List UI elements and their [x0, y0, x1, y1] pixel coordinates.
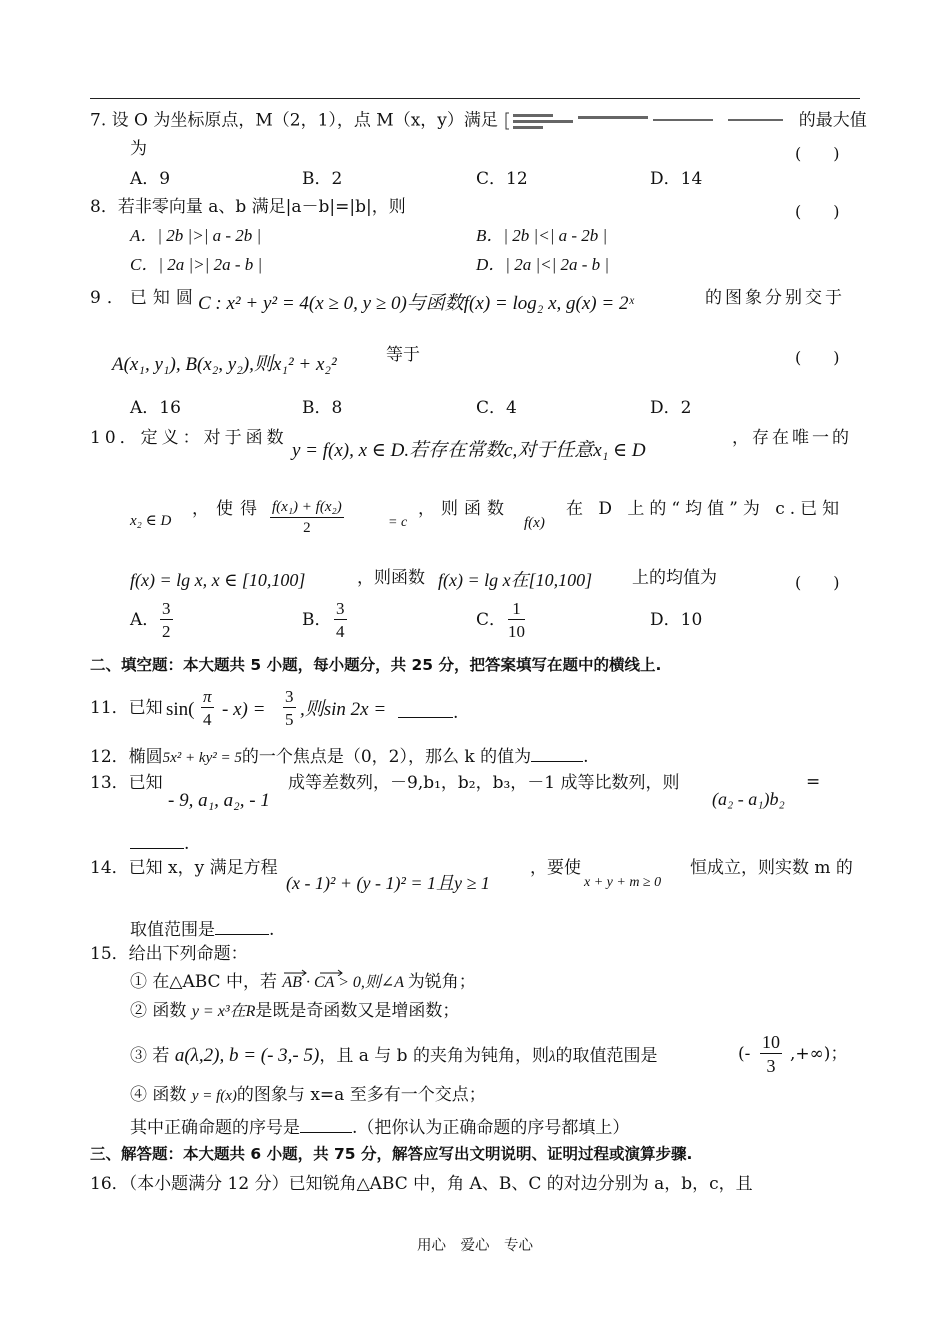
q13-math: - 9, a₁, a₂, - 1 — [168, 790, 270, 811]
q14-blank[interactable] — [215, 918, 269, 935]
vector-arrow-icon — [282, 968, 352, 976]
q10-math1: y = f(x), x ∈ D.若存在常数c,对于任意x₁ ∈ D — [292, 440, 646, 461]
q15-prop1 — [130, 974, 476, 991]
q7-text: 7. 设 O 为坐标原点，M（2，1），点 M（x，y）满足 — [90, 110, 498, 131]
q10-opt-a — [130, 612, 159, 629]
q15-last-tail: .（把你认为正确命题的序号都填上） — [352, 1118, 630, 1138]
q11-value-num: 3 — [285, 687, 294, 706]
q10-opt-a-num: 3 — [162, 599, 171, 618]
q8-opt-b: B．| 2b |<| a - 2b | — [476, 226, 608, 245]
q10-opt-d: D．10 — [650, 610, 703, 630]
section-2-heading: 二、填空题：本大题共 5 小题，每小题分，共 25 分，把答案填写在题中的横线上. — [90, 656, 662, 674]
q15-lead: 15．给出下列命题： — [90, 944, 248, 964]
q11-answer-blank[interactable] — [398, 700, 458, 722]
q8-paren: ( ) — [795, 202, 840, 221]
q14-line2-text: 取值范围是 — [130, 920, 215, 940]
q9-math1: C : x² + y² = 4(x ≥ 0, y ≥ 0)与函数f(x) = log₂ x, g(x) = 2ˣ — [198, 293, 634, 314]
header-rule — [90, 98, 860, 99]
q10-opt-c-label: C． — [476, 610, 507, 630]
q15-prop2 — [130, 1003, 459, 1020]
q10-opt-b-frac — [334, 600, 347, 640]
q7-opt-d: D．14 — [650, 169, 703, 189]
q12-lead: 12．椭圆 — [90, 747, 163, 767]
q11-sin-c: ,则sin 2x = — [300, 699, 387, 720]
q11-blank[interactable] — [398, 700, 453, 718]
q15-p3-semicolon: ； — [830, 1044, 848, 1064]
q10-fx: f(x) — [524, 515, 545, 531]
q11-end: . — [453, 703, 459, 723]
q9-opt-a: A．16 — [130, 398, 181, 418]
q15-p3-lambda: λ — [548, 1049, 556, 1065]
q10-opt-b-den: 4 — [336, 622, 345, 641]
q10-opt-b — [302, 612, 332, 629]
q15-p3-math: a(λ,2), b = (- 3,- 5) — [174, 1045, 320, 1066]
q15-p2-lead: ② 函数 — [130, 1001, 187, 1021]
q15-p3-frac — [760, 1033, 782, 1075]
q10-tail2: 在 D 上的“均值”为 c.已知 — [566, 499, 845, 519]
q10-opt-a-den: 2 — [162, 622, 171, 641]
q12-end: . — [583, 747, 589, 767]
q8-opt-d: D．| 2a |<| 2a - b | — [476, 255, 610, 274]
q14-mid: ，要使 — [530, 858, 581, 878]
q15-p1-expr: AB · CA > 0,则∠A — [282, 974, 404, 991]
q15-prop3 — [130, 1046, 657, 1065]
q7-text-b: 的最大值 — [798, 110, 867, 131]
q9-opt-c: C．4 — [476, 398, 517, 418]
q14-line2 — [130, 918, 274, 939]
q10-opt-c-den: 10 — [508, 622, 525, 641]
q13-tail: 成等差数列，－9,b₁，b₂，b₃，－1 成等比数列，则 — [288, 773, 680, 793]
q10-mid: ，使得 — [192, 499, 264, 519]
q14-math2: x + y + m ≥ 0 — [584, 875, 662, 890]
q11-value-frac — [283, 688, 296, 728]
q9-opt-b: B．8 — [302, 398, 343, 418]
q11-pi-num: π — [203, 687, 212, 706]
q10-opt-b-label: B． — [302, 610, 332, 630]
q10-opt-c-frac — [508, 600, 525, 640]
q15-p3-mid: ，且 a 与 b 的夹角为钝角，则 — [319, 1046, 549, 1066]
q15-p2-math: y = x³在R — [191, 1003, 256, 1020]
q15-p4-tail: 的图象与 x=a 至多有一个交点； — [236, 1085, 486, 1105]
q12-math: 5x² + ky² = 5 — [162, 750, 242, 766]
q11-pi-frac — [201, 688, 214, 728]
q10-opt-c — [476, 612, 506, 629]
q10-frac-den: 2 — [303, 520, 311, 536]
q13-blank[interactable] — [130, 832, 184, 849]
q7-line1 — [90, 110, 867, 132]
q15-prop4 — [130, 1087, 486, 1104]
q7-opt-a: A．9 — [130, 169, 171, 189]
q13-lead: 13．已知 — [90, 773, 163, 793]
q10-opt-a-label: A． — [130, 610, 160, 630]
q10-opt-a-frac — [160, 600, 173, 640]
q15-p1-tail: 为锐角； — [407, 972, 476, 992]
q10-frac-wrap — [270, 500, 344, 536]
q11-value-den: 5 — [285, 710, 294, 729]
q7-line2: 为 — [130, 139, 147, 159]
q15-p4-math: y = f(x) — [191, 1088, 237, 1104]
q9-paren: ( ) — [795, 348, 840, 367]
q15-blank[interactable] — [300, 1116, 352, 1133]
q10-tail1: ，存在唯一的 — [732, 428, 852, 448]
q11-pi-den: 4 — [203, 710, 212, 729]
q10-frac-num: f(x₁) + f(x₂) — [270, 500, 344, 518]
q12-line — [90, 745, 589, 766]
q15-p1-lead: ① 在△ABC 中，若 — [130, 972, 277, 992]
q10-lead: 10．定义：对于函数 — [90, 428, 288, 448]
q14-tail: 恒成立，则实数 m 的 — [690, 858, 853, 878]
q15-p3-range-open: (- — [738, 1044, 751, 1064]
q8-opt-c: C．| 2a |>| 2a - b | — [130, 255, 263, 274]
q9-lead: 9．已知圆 — [90, 288, 199, 308]
q10-line3d: 上的均值为 — [632, 568, 717, 588]
q16-text: 16．（本小题满分 12 分）已知锐角△ABC 中，角 A、B、C 的对边分别为 a，b，c，且 — [90, 1174, 753, 1194]
q15-p3-lead: ③ 若 — [130, 1046, 170, 1066]
section-3-heading: 三、解答题：本大题共 6 小题，共 75 分，解答应写出文明说明、证明过程或演算步骤. — [90, 1145, 693, 1163]
q7-opt-c: C．12 — [476, 169, 528, 189]
q8-text: 8．若非零向量 a、b 满足|a－b|=|b|，则 — [90, 197, 406, 217]
q10-line3a: f(x) = lg x, x ∈ [10,100] — [130, 570, 306, 590]
q9-line1 — [90, 290, 199, 307]
q9-math2: A(x₁, y₁), B(x₂, y₂),则x₁² + x₂² — [112, 354, 337, 375]
q14-lead: 14．已知 x，y 满足方程 — [90, 858, 278, 878]
q8-opt-a: A．| 2b |>| a - 2b | — [130, 226, 262, 245]
q12-tail: 的一个焦点是（0，2），那么 k 的值为 — [241, 747, 532, 767]
q10-line3b: ，则函数 — [357, 568, 425, 588]
q10-paren: ( ) — [795, 573, 840, 592]
q11-lead: 11．已知 — [90, 698, 163, 718]
q13-answer[interactable] — [130, 832, 189, 853]
q15-p3-mid2: 的取值范围是 — [555, 1046, 658, 1066]
q11-sin-a: sin( — [166, 699, 195, 720]
q10-mid2: ，则函数 — [418, 499, 510, 519]
q15-p2-tail: 是既是奇函数又是增函数； — [255, 1001, 460, 1021]
q13-eq: = — [806, 772, 821, 792]
q15-p1-math — [282, 974, 407, 991]
q15-last — [130, 1116, 629, 1137]
q7-paren: ( ) — [795, 144, 840, 163]
q10-eq-c: = c — [388, 515, 408, 530]
q7-constraint-image — [503, 110, 793, 132]
page-footer: 用心 爱心 专心 — [417, 1238, 533, 1254]
q9-tail2: 等于 — [386, 345, 420, 365]
q10-opt-c-num: 1 — [508, 600, 525, 620]
q10-opt-b-num: 3 — [336, 599, 345, 618]
q7-opt-b: B．2 — [302, 169, 343, 189]
q9-opt-d: D．2 — [650, 398, 692, 418]
q15-last-lead: 其中正确命题的序号是 — [130, 1118, 300, 1138]
q15-p4-lead: ④ 函数 — [130, 1085, 187, 1105]
q13-math2: (a₂ - a₁)b₂ — [712, 789, 785, 809]
q15-p3-range-end: ,+∞) — [790, 1044, 831, 1064]
q14-end: . — [269, 920, 275, 940]
q9-tail: 的图象分别交于 — [705, 288, 845, 308]
q15-p3-range-close — [790, 1046, 847, 1063]
q14-math: (x - 1)² + (y - 1)² = 1且y ≥ 1 — [286, 873, 490, 893]
q10-line3c: f(x) = lg x在[10,100] — [438, 570, 593, 590]
q10-math2: x₂ ∈ D — [130, 513, 172, 529]
q15-p3-num: 10 — [762, 1032, 780, 1052]
q13-end: . — [184, 834, 190, 854]
q12-blank[interactable] — [531, 745, 583, 762]
q11-sin-b: - x) = — [222, 699, 266, 720]
q15-p3-den: 3 — [766, 1056, 776, 1076]
